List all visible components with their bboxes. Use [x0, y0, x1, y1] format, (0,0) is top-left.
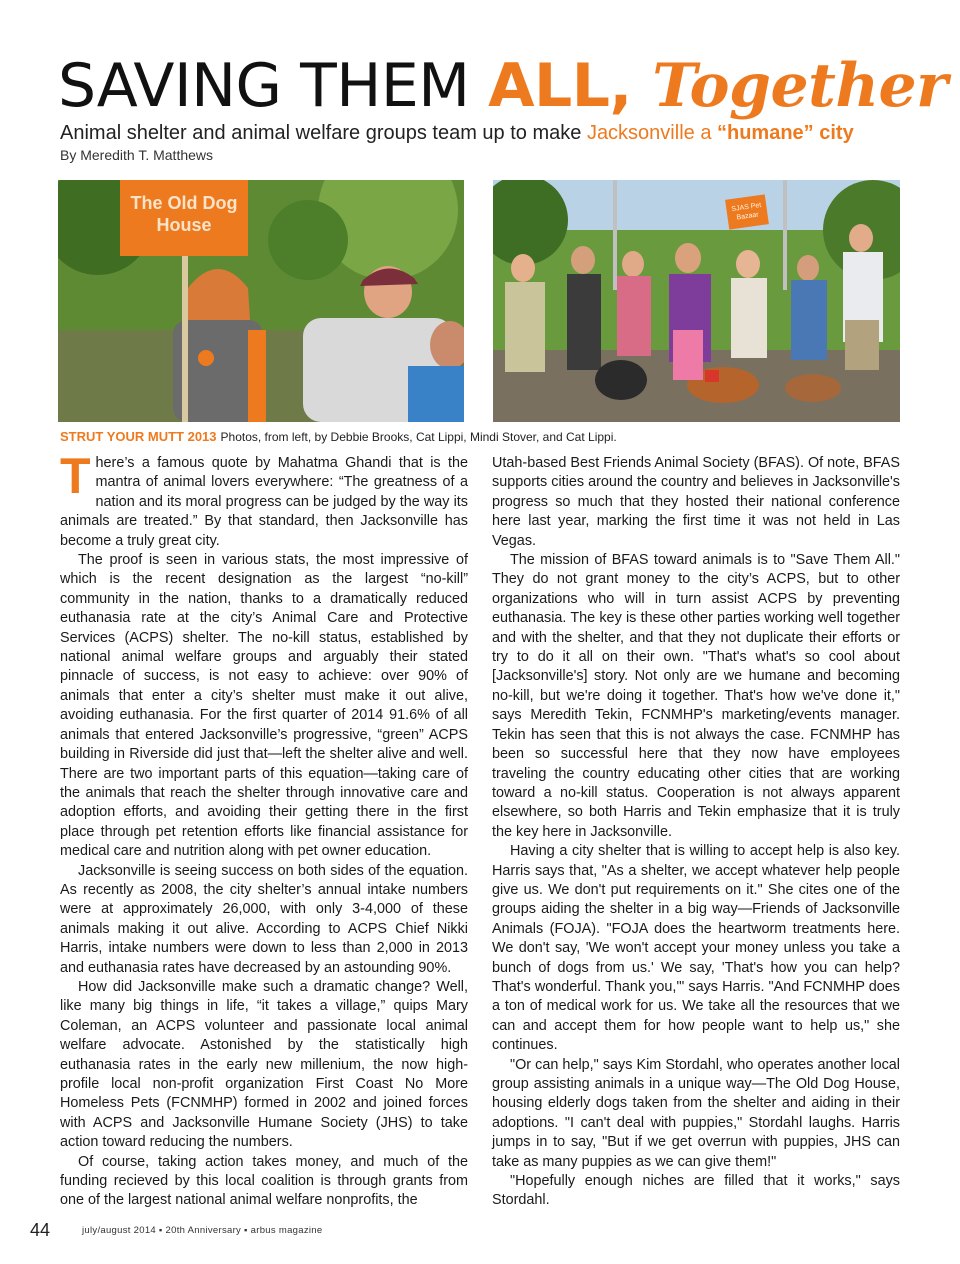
article-paragraph: "Hopefully enough niches are filled that it works," says Stordahl. — [492, 1173, 900, 1209]
headline-part-1: SAVING THEM — [58, 51, 489, 121]
caption-credits: Photos, from left, by Debbie Brooks, Cat Lippi, Mindi Stover, and Cat Lippi. — [220, 430, 617, 444]
photo-caption — [60, 429, 617, 444]
page-number: 44 — [30, 1220, 51, 1240]
pet-bazaar-sign: SJAS Pet Bazaar — [725, 194, 769, 229]
photo-left-scene — [58, 180, 464, 422]
old-dog-house-sign: The Old Dog House — [120, 180, 248, 256]
headline-part-3: Together — [652, 51, 948, 121]
sign-pole — [182, 256, 188, 422]
article-column-left — [60, 448, 468, 1211]
article-paragraph — [60, 448, 468, 551]
subhead-highlight: Jacksonville a — [586, 122, 717, 144]
subhead-highlight-bold: “humane” city — [717, 122, 854, 144]
photo-right — [493, 180, 900, 422]
article-paragraph: The proof is seen in various stats, the most impressive of which is the recent designation as the largest “no-kill” community in the nation, thanks to a dramatically reduced euthanasia rate at the city’s Animal Care and Protective Services (ACPS) shelter. The no-kill status, established by national animal welfare groups and arguably their stated pinnacle of success, is not easy to achieve: over 90% of animals that enter a city’s shelter must make it out alive, avoiding euthanasia. For the first quarter of 2014 91.6% of all animals that entered Jacksonville’s progressive, “green” ACPS building in Riverside did just that—left the shelter alive and well. There are two important parts of this equation—taking care of the animals that reach the shelter through innovative care and adoption efforts, and avoiding their getting there in the first place through pet retention efforts like financial assistance for medical care and nutrition along with pet owner education. — [60, 552, 468, 860]
photo-left — [58, 180, 464, 422]
subhead — [60, 121, 920, 145]
subhead-text: Animal shelter and animal welfare groups team up to make — [60, 122, 587, 144]
article-paragraph: "Or can help," says Kim Stordahl, who operates another local group assisting animals in a unique way—The Old Dog House, housing elderly dogs taken from the shelter and aiding in their adoptions. "I can't deal with puppies," Stordahl laughs. Harris jumps in to say, "But if we get overrun with puppies, JHS can take as many puppies as we can give them!" — [492, 1056, 900, 1170]
drop-cap: T — [60, 448, 91, 504]
article-paragraph: Utah-based Best Friends Animal Society (BFAS). Of note, BFAS supports cities around the country and believes in Jacksonville's progress so much that they hosted their national conference here last year, marking the first time it was not held in Las Vegas. — [492, 455, 900, 549]
headline — [58, 51, 948, 121]
photo-right-scene — [493, 180, 900, 422]
headline-part-2: ALL, — [488, 51, 653, 121]
article-paragraph: Jacksonville is seeing success on both sides of the equation. As recently as 2008, the city shelter’s annual intake numbers were at approximately 26,000, with only 3-4,000 of these animals making it out alive. According to ACPS Chief Nikki Harris, intake numbers were down to less than 2,000 in 2013 and euthanasia rates have decreased by an astounding 90%. — [60, 862, 468, 976]
byline: By Meredith T. Matthews — [60, 147, 214, 163]
article-paragraph: How did Jacksonville make such a dramatic change? Well, like many big things in life, “it takes a village,” quips Mary Coleman, an ACPS volunteer and passionate local animal welfare advocate. Astonished by the statistically high euthanasia rates in the early new millenium, the now high-profile local non-profit organization First Coast No More Homeless Pets (FCNMHP) formed in 2002 and joined forces with ACPS and Jacksonville Humane Society (JHS) to take action toward reducing the numbers. — [60, 978, 468, 1151]
article-paragraph: The mission of BFAS toward animals is to "Save Them All." They do not grant money to the city’s ACPS, but to other organizations who will in turn assist ACPS by preventing euthanasia. The key is these other parties working well together and with the shelter, and that they not duplicate their efforts or try to do it all on their own. "That's what's so cool about [Jacksonville's] story. Not only are we humane and becoming no-kill, but we're doing it together. That's how we've done it," says Meredith Tekin, FCNMHP's marketing/events manager. Tekin has seen that this is not always the case. FCNMHP has been so successful here that they now have employees traveling the country educating other cities that are working toward a no-kill status. Cooperation is not always apparent elsewhere, so both Harris and Tekin emphasize that it is truly the key here in Jacksonville. — [492, 552, 900, 840]
paragraph-text: here’s a famous quote by Mahatma Ghandi that is the mantra of animal lovers everywhere: “The greatness of a nation and its moral progress can be judged by the way its animals are treated.” By that standard, then Jacksonville has become a truly great city. — [60, 455, 468, 549]
footer-text: july/august 2014 ▪ 20th Anniversary ▪ arbus magazine — [82, 1225, 323, 1236]
article-column-right — [492, 454, 900, 1211]
article-paragraph: Having a city shelter that is willing to accept help is also key. Harris says that, "As a shelter, we accept whatever help people give us. We don't put requirements on it." She cites one of the groups aiding the shelter in a big way—Friends of Jacksonville Animals (FOJA). "FOJA does the heartworm treatments here. We don't say, 'We won't accept your money unless you take a bunch of dogs from us.' We say, 'That's how you can help? That's wonderful. Thank you,'" says Harris. "And FCNMHP does a ton of medical work for us. We take all the resources that we can and accept them for how people want to help us," she continues. — [492, 843, 900, 1054]
article-paragraph: Of course, taking action takes money, and much of the funding recieved by this local coalition is through grants from one of the largest national animal welfare nonprofits, the — [60, 1153, 468, 1209]
caption-title: STRUT YOUR MUTT 2013 — [60, 429, 217, 444]
